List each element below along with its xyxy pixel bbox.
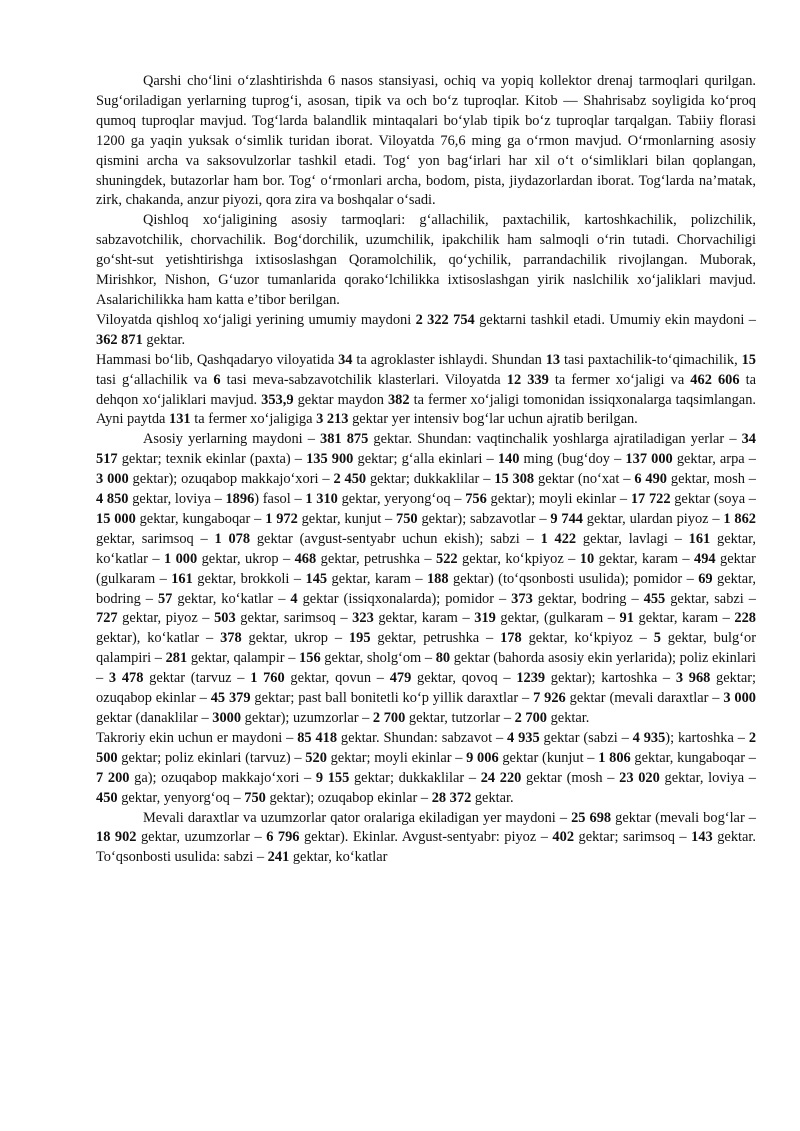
text-run: tasi meva-sabzavotchilik klasterlari. Viloyatda xyxy=(220,371,507,388)
bold-figure: 1 000 xyxy=(163,550,198,567)
text-run: gektar); ozuqabop makkajo‘xori – xyxy=(128,471,334,488)
text-run: gektar). Ekinlar. Avgust-sentyabr: piyoz – xyxy=(299,829,553,846)
bold-figure: 1 862 xyxy=(723,510,756,527)
bold-figure: 1 422 xyxy=(540,530,577,547)
bold-figure: 3 000 xyxy=(723,690,756,707)
text-run: gektar, bulg‘or qalampiri – xyxy=(96,630,756,667)
text-run: gektar, mosh – xyxy=(667,471,756,488)
text-run: gektar, qovoq – xyxy=(411,670,517,687)
text-run: gektar, bodring – xyxy=(96,570,757,607)
text-run: gektar; past ball bonitetli ko‘p yillik daraxtlar – xyxy=(250,690,534,707)
bold-figure: 80 xyxy=(435,650,451,667)
text-run: gektar maydon xyxy=(293,391,388,408)
bold-figure: 6 xyxy=(213,371,221,388)
bold-figure: 462 606 xyxy=(690,371,740,388)
bold-figure: 727 xyxy=(96,610,118,627)
text-run: gektar, kunjut – xyxy=(297,510,397,527)
bold-figure: 1 078 xyxy=(214,530,251,547)
text-run: gektar, ko‘kpiyoz – xyxy=(521,630,654,647)
text-run: gektar, ukrop – xyxy=(241,630,349,647)
text-run: gektar, ko‘katlar xyxy=(289,849,388,866)
bold-figure: 3 000 xyxy=(96,471,129,488)
text-run: gektar. xyxy=(142,331,186,348)
text-run: tasi paxtachilik-to‘qimachilik, xyxy=(560,351,742,368)
text-run: gektar, qalampir – xyxy=(187,650,300,667)
bold-figure: 145 xyxy=(305,570,328,587)
paragraph xyxy=(96,729,756,809)
text-run: gektar. xyxy=(471,789,514,806)
text-run: gektar; sarimsoq – xyxy=(574,829,692,846)
text-run: gektar, sholg‘om – xyxy=(320,650,436,667)
bold-figure: 228 xyxy=(734,610,756,627)
bold-figure: 1 806 xyxy=(598,749,631,766)
bold-figure: 362 871 xyxy=(96,331,143,348)
text-run: gektar. xyxy=(547,710,590,726)
bold-figure: 1 760 xyxy=(250,670,285,687)
text-run: gektar, loviya – xyxy=(659,769,756,786)
bold-figure: 281 xyxy=(165,650,188,667)
paragraph xyxy=(96,311,756,351)
text-run: gektar, karam – xyxy=(327,570,427,587)
bold-figure: 2 322 754 xyxy=(415,311,475,328)
text-run: gektar (issiqxonalarda); pomidor – xyxy=(297,590,512,607)
bold-figure: 494 xyxy=(694,550,716,567)
text-run: gektar); uzumzorlar – xyxy=(241,710,373,726)
text-run: gektar, loviya – xyxy=(128,491,226,508)
text-run: ta fermer xo‘jaligi va xyxy=(548,371,691,388)
text-run: gektar, petrushka – xyxy=(370,630,501,647)
bold-figure: 323 xyxy=(352,610,374,627)
bold-figure: 131 xyxy=(169,411,191,428)
bold-figure: 4 935 xyxy=(507,729,540,746)
text-run: gektar yer intensiv bog‘lar uchun ajratib berilgan. xyxy=(348,411,638,428)
text-run: tasi g‘allachilik va xyxy=(96,371,214,388)
paragraph xyxy=(96,430,756,729)
bold-figure: 6 490 xyxy=(634,471,667,488)
text-run: gektar, karam – xyxy=(373,610,475,627)
text-run: gektar, uzumzorlar – xyxy=(136,829,267,846)
text-run: gektar; texnik ekinlar (paxta) – xyxy=(117,451,307,468)
text-run: gektar; ozuqabop ekinlar – xyxy=(96,670,757,707)
bold-figure: 12 339 xyxy=(506,371,549,388)
bold-figure: 468 xyxy=(294,550,317,567)
bold-figure: 45 379 xyxy=(210,690,251,707)
text-run: gektar, qovun – xyxy=(284,670,390,687)
bold-figure: 34 517 xyxy=(96,431,756,468)
bold-figure: 2 700 xyxy=(514,710,548,726)
bold-figure: 57 xyxy=(157,590,173,607)
bold-figure: 520 xyxy=(305,749,327,766)
text-run: ); kartoshka – xyxy=(665,729,749,746)
bold-figure: 34 xyxy=(338,351,353,368)
bold-figure: 7 926 xyxy=(533,690,566,707)
bold-figure: 382 xyxy=(387,391,410,408)
text-run: gektar; dukkaklilar – xyxy=(366,471,495,488)
bold-figure: 2 700 xyxy=(372,710,406,726)
bold-figure: 23 020 xyxy=(619,769,660,786)
text-run: gektar, kungaboqar – xyxy=(135,510,266,527)
text-run: gektar (mevali daraxtlar – xyxy=(565,690,724,707)
bold-figure: 135 900 xyxy=(306,451,354,468)
bold-figure: 522 xyxy=(436,550,458,567)
text-run: gektar, yeryong‘oq – xyxy=(337,491,466,508)
text-run: gektar. Shundan: vaqtinchalik yoshlarga ajratiladigan yerlar – xyxy=(368,431,742,448)
bold-figure: 195 xyxy=(348,630,371,647)
text-run: gektar, ulardan piyoz – xyxy=(582,510,724,527)
text-run: ta fermer xo‘jaligiga xyxy=(190,411,317,428)
text-run: gektar, sabzi – xyxy=(665,590,756,607)
bold-figure: 13 xyxy=(545,351,561,368)
text-run: Mevali daraxtlar va uzumzorlar qator oralariga ekiladigan yer maydoni – xyxy=(143,809,572,826)
text-run: ta fermer xo‘jaligi tomonidan issiqxonalarga taqsimlangan. Ayni paytda xyxy=(96,391,756,428)
bold-figure: 4 xyxy=(290,590,298,607)
bold-figure: 381 875 xyxy=(320,431,369,448)
bold-figure: 373 xyxy=(511,590,533,607)
bold-figure: 3000 xyxy=(212,710,242,726)
paragraph xyxy=(96,72,756,211)
text-run: gektar, piyoz – xyxy=(117,610,215,627)
bold-figure: 143 xyxy=(691,829,713,846)
bold-figure: 156 xyxy=(299,650,321,667)
bold-figure: 1 310 xyxy=(305,491,338,508)
text-run: gektar, karam – xyxy=(594,550,694,567)
text-run: ) fasol – xyxy=(254,491,306,508)
text-run: Qishloq xo‘jaligining asosiy tarmoqlari: g‘allachilik, paxtachilik, kartoshkachilik, polizchilik, sabzavotchilik, chorvachilik. Bog‘dorchilik, uzumchilik, ipakchilik ham salmoqli o‘rin tutadi. Chorvachiligi go‘sht-sut yetishtirishga ixtisoslashgan Qoramolchilik, qo‘ychilik, parrandachilik rivojlangan. Muborak, Mirishkor, Nishon, G‘uzor tumanlarida qorako‘lchilikka ixtisoslashgan yirik naslchilik xo‘jaliklari mavjud. Asalarichilikka ham katta e’tibor berilgan. xyxy=(96,212,756,308)
text-run: gektar, ko‘katlar – xyxy=(96,530,756,567)
text-run: gektar. Shundan: sabzavot – xyxy=(337,729,508,746)
bold-figure: 85 418 xyxy=(297,729,338,746)
bold-figure: 7 200 xyxy=(96,769,130,786)
bold-figure: 15 308 xyxy=(494,471,535,488)
bold-figure: 137 000 xyxy=(625,451,673,468)
text-run: Hammasi bo‘lib, Qashqadaryo viloyatida xyxy=(96,351,339,368)
bold-figure: 450 xyxy=(96,789,118,806)
bold-figure: 756 xyxy=(465,491,487,508)
text-run: gektar (bahorda asosiy ekin yerlarida); poliz ekinlari – xyxy=(96,650,756,687)
bold-figure: 25 698 xyxy=(571,809,612,826)
bold-figure: 750 xyxy=(244,789,266,806)
bold-figure: 188 xyxy=(426,570,449,587)
bold-figure: 503 xyxy=(214,610,236,627)
text-run: gektar (mosh – xyxy=(521,769,620,786)
text-run: gektar); moyli ekinlar – xyxy=(486,491,631,508)
bold-figure: 241 xyxy=(267,849,290,866)
text-run: gektar (tarvuz – xyxy=(143,670,251,687)
text-run: gektar) (to‘qsonbosti usulida); pomidor – xyxy=(448,570,699,587)
text-run: Asosiy yerlarning maydoni – xyxy=(143,431,321,448)
bold-figure: 18 902 xyxy=(96,829,137,846)
bold-figure: 161 xyxy=(171,570,193,587)
bold-figure: 10 xyxy=(579,550,595,567)
paragraph xyxy=(96,809,756,869)
text-run: gektar (soya – xyxy=(670,491,756,508)
bold-figure: 2 500 xyxy=(96,729,757,766)
bold-figure: 5 xyxy=(653,630,661,647)
text-run: gektar, yenyorg‘oq – xyxy=(117,789,245,806)
text-run: gektar); sabzavotlar – xyxy=(417,510,551,527)
document-page xyxy=(96,72,756,868)
text-run: gektar; poliz ekinlari (tarvuz) – xyxy=(117,749,306,766)
bold-figure: 9 744 xyxy=(550,510,583,527)
bold-figure: 161 xyxy=(688,530,711,547)
text-run: gektar, kungaboqar – xyxy=(630,749,756,766)
text-run: gektar, sarimsoq – xyxy=(235,610,353,627)
text-run: gektar, tutzorlar – xyxy=(405,710,515,726)
bold-figure: 15 000 xyxy=(96,510,136,527)
bold-figure: 91 xyxy=(619,610,634,627)
bold-figure: 3 478 xyxy=(108,670,144,687)
text-run: gektar; g‘alla ekinlari – xyxy=(353,451,498,468)
bold-figure: 15 xyxy=(741,351,756,368)
text-run: gektarni tashkil etadi. Umumiy ekin maydoni – xyxy=(474,311,756,328)
text-run: gektar (sabzi – xyxy=(539,729,633,746)
text-run: gektar, ukrop – xyxy=(197,550,295,567)
text-run: gektar (danaklilar – xyxy=(96,710,213,726)
paragraph xyxy=(96,351,756,431)
paragraph xyxy=(96,211,756,311)
bold-figure: 178 xyxy=(500,630,522,647)
text-run: ta agroklaster ishlaydi. Shundan xyxy=(352,351,546,368)
text-run: gektar (kunjut – xyxy=(498,749,599,766)
text-run: Takroriy ekin uchun er maydoni – xyxy=(96,729,298,746)
bold-figure: 17 722 xyxy=(630,491,671,508)
bold-figure: 2 450 xyxy=(333,471,367,488)
text-run: gektar); ozuqabop ekinlar – xyxy=(265,789,432,806)
bold-figure: 319 xyxy=(474,610,496,627)
text-run: gektar, petrushka – xyxy=(316,550,436,567)
bold-figure: 750 xyxy=(396,510,418,527)
text-run: gektar); kartoshka – xyxy=(545,670,676,687)
bold-figure: 24 220 xyxy=(480,769,522,786)
bold-figure: 1896 xyxy=(225,491,255,508)
bold-figure: 353,9 xyxy=(261,391,294,408)
text-run: gektar, lavlagi – xyxy=(576,530,689,547)
text-run: Qarshi cho‘lini o‘zlashtirishda 6 nasos stansiyasi, ochiq va yopiq kollektor drenaj tarmoqlari qurilgan. Sug‘oriladigan yerlarning tuprog‘i, asosan, tipik va och bo‘z tuproqlar. Kitob — Shahrisabz soyligida ko‘proq qumoq tuproqlar mavjud. Tog‘larda balandlik mintaqalari bo‘ylab tipik bo‘z tuproqlar tarqalgan. Tabiiy florasi 1200 ga yaqin yuksak o‘simlik turidan iborat. Viloyatda 76,6 ming ga o‘rmon mavjud. O‘rmonlarning asosiy qismini archa va saksovulzorlar tashkil etadi. Tog‘ yon bag‘irlari har xil o‘t o‘simliklari bilan qoplangan, shuningdek, butazorlar ham bor. Tog‘ o‘rmonlari archa, bodom, pista, jiydazorlardan iborat. Tog‘larda na’matak, zirk, chakanda, anzur piyozi, qora zira va boshqalar o‘sadi. xyxy=(96,73,756,209)
bold-figure: 9 006 xyxy=(466,749,499,766)
text-run: gektar; moyli ekinlar – xyxy=(326,749,467,766)
bold-figure: 378 xyxy=(220,630,242,647)
text-run: gektar (mevali bog‘lar – xyxy=(611,809,756,826)
text-run: ta dehqon xo‘jaliklari mavjud. xyxy=(96,371,757,408)
text-run: gektar, karam – xyxy=(633,610,735,627)
bold-figure: 6 796 xyxy=(266,829,300,846)
text-run: gektar; dukkaklilar – xyxy=(349,769,481,786)
bold-figure: 3 213 xyxy=(316,411,349,428)
bold-figure: 140 xyxy=(497,451,520,468)
text-run: gektar (gulkaram – xyxy=(96,550,756,587)
text-run: gektar (avgust-sentyabr uchun ekish); sabzi – xyxy=(250,530,541,547)
text-run: gektar, sarimsoq – xyxy=(96,530,215,547)
text-run: gektar, ko‘kpiyoz – xyxy=(457,550,580,567)
text-run: gektar (no‘xat – xyxy=(534,471,635,488)
text-run: gektar, (gulkaram – xyxy=(495,610,620,627)
bold-figure: 402 xyxy=(552,829,575,846)
text-run: gektar, ko‘katlar – xyxy=(172,590,291,607)
bold-figure: 4 935 xyxy=(632,729,666,746)
text-run: gektar, bodring – xyxy=(532,590,644,607)
text-run: gektar), ko‘katlar – xyxy=(96,630,221,647)
text-run: ming (bug‘doy – xyxy=(519,451,626,468)
bold-figure: 4 850 xyxy=(96,491,129,508)
bold-figure: 479 xyxy=(389,670,412,687)
text-run: Viloyatda qishloq xo‘jaligi yerining umumiy maydoni xyxy=(96,311,416,328)
bold-figure: 1239 xyxy=(516,670,546,687)
text-run: gektar, brokkoli – xyxy=(192,570,306,587)
bold-figure: 69 xyxy=(698,570,713,587)
bold-figure: 28 372 xyxy=(431,789,472,806)
text-run: ga); ozuqabop makkajo‘xori – xyxy=(129,769,316,786)
text-run: gektar, arpa – xyxy=(672,451,756,468)
bold-figure: 9 155 xyxy=(315,769,350,786)
text-run: gektar. To‘qsonbosti usulida: sabzi – xyxy=(96,829,756,866)
bold-figure: 1 972 xyxy=(265,510,298,527)
bold-figure: 3 968 xyxy=(675,670,711,687)
bold-figure: 455 xyxy=(643,590,666,607)
